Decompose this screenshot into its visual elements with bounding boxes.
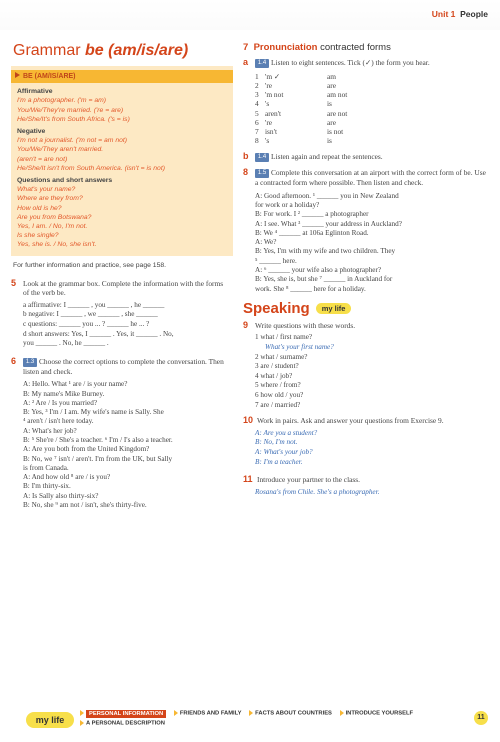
dialogue-line: A: ⁶ ______ your wife also a photographer? xyxy=(255,265,382,274)
example-line: B: I'm a teacher. xyxy=(255,457,303,466)
pronunciation-table xyxy=(255,72,489,146)
questions-label: Questions and short answers xyxy=(17,177,113,185)
exercise-7-title: 7 Pronunciation contracted forms xyxy=(243,42,391,53)
dialogue-line: B: No, she ⁹ am not / isn't, she's thirty-five. xyxy=(23,501,147,510)
part-label: a xyxy=(243,57,249,67)
triangle-icon xyxy=(249,710,253,716)
exercise-number: 11 xyxy=(243,474,253,485)
negative-label: Negative xyxy=(17,128,46,136)
grammar-example: You/We/They aren't married. xyxy=(17,146,104,154)
dialogue-line: A: Are you both from the United Kingdom? xyxy=(23,445,150,454)
top-band xyxy=(0,0,500,30)
grammar-example: Yes, I am. / No, I'm not. xyxy=(17,223,88,231)
exercise-instruction: Work in pairs. Ask and answer your questions from Exercise 9. xyxy=(257,416,444,426)
exercise-9-items xyxy=(255,333,489,410)
my-life-logo: my life xyxy=(26,712,74,728)
part-label: b xyxy=(243,151,249,162)
exercise-item: d short answers: Yes, I ______ . Yes, it ______ . No, xyxy=(23,329,174,338)
table-row: 1 'm ✓ am xyxy=(255,71,337,81)
triangle-icon xyxy=(80,710,84,716)
dialogue-line: B: Yes, she is, but she ⁷ ______ in Auckland for xyxy=(255,275,393,284)
dialogue-line: A: Is Sally also thirty-six? xyxy=(23,491,99,500)
table-row: 2 're are xyxy=(255,81,337,90)
exercise-9 xyxy=(243,321,489,410)
table-row: 8 's is xyxy=(255,136,332,146)
footer-topic: FACTS ABOUT COUNTRIES xyxy=(249,710,332,717)
left-column xyxy=(11,42,233,510)
exercise-8 xyxy=(243,168,489,294)
speaking-title: Speaking xyxy=(243,299,310,317)
grammar-example: He/She/It isn't from South America. (isn't = is not) xyxy=(17,164,165,172)
grammar-reference-note: For further information and practice, see page 158. xyxy=(13,261,167,269)
grammar-example: I'm a photographer. ('m = am) xyxy=(17,97,107,105)
exercise-10-examples xyxy=(255,429,489,467)
dialogue-line: A: And how old ⁸ are / is you? xyxy=(23,473,111,482)
speaking-heading xyxy=(243,300,489,317)
example-answer: Rosana's from Chile. She's a photographer. xyxy=(255,487,380,496)
exercise-instruction: Choose the correct options to complete the conversation. Then listen and check. xyxy=(23,356,224,376)
unit-header xyxy=(432,9,488,19)
grammar-example: I'm not a journalist. ('m not = am not) xyxy=(17,137,128,145)
grammar-example: Where are they from? xyxy=(17,195,83,203)
table-row: 4 's is xyxy=(255,99,332,109)
exercise-10 xyxy=(243,416,489,467)
footer-topic: FRIENDS AND FAMILY xyxy=(174,710,242,717)
exercise-item: 6 how old / you? xyxy=(255,391,304,400)
grammar-example: Are you from Botswana? xyxy=(17,213,92,221)
my-life-badge: my life xyxy=(316,303,352,314)
dialogue-line: B: ⁵ She're / She's a teacher. ⁶ I'm / I's also a teacher. xyxy=(23,435,173,444)
audio-track-icon[interactable]: 1.4 xyxy=(255,59,269,68)
dialogue-line: A: Hello. What ¹ are / is your name? xyxy=(23,380,128,389)
footer xyxy=(0,700,500,742)
exercise-item: 2 what / surname? xyxy=(255,352,308,361)
exercise-item: a affirmative: I ______ , you ______ , he ______ xyxy=(23,300,165,309)
unit-number: Unit 1 xyxy=(431,9,456,19)
dialogue-line: ⁴ aren't / isn't here today. xyxy=(23,417,94,426)
right-column xyxy=(243,42,489,497)
dialogue-line: B: For work. I ² ______ a photographer xyxy=(255,210,369,219)
dialogue-line: B: I'm thirty-six. xyxy=(23,482,71,491)
unit-title: People xyxy=(460,9,488,19)
triangle-icon xyxy=(15,72,20,78)
audio-track-icon[interactable]: 1.5 xyxy=(255,169,269,178)
exercise-instruction: Listen to eight sentences. Tick (✓) the form you hear. xyxy=(271,58,430,67)
exercise-7b xyxy=(243,152,489,162)
example-answer: What's your first name? xyxy=(265,343,334,352)
audio-track-icon[interactable]: 1.4 xyxy=(255,153,269,162)
dialogue-line: B: Yes, ³ I'm / I am. My wife's name is Sally. She xyxy=(23,408,164,417)
exercise-number: 9 xyxy=(243,319,249,330)
exercise-instruction: Write questions with these words. xyxy=(255,320,356,330)
exercise-item: c questions: ______ you ... ? ______ he ... ? xyxy=(23,320,150,329)
exercise-instruction: Complete this conversation at an airport with the correct form of be. Use a contracted form where possible. Then listen and check. xyxy=(255,168,486,188)
grammar-example: He/She/It's from South Africa. ('s = is) xyxy=(17,115,130,123)
grammar-box xyxy=(11,66,233,256)
triangle-icon xyxy=(80,720,84,726)
dialogue-line: B: We ⁴ ______ at 106a Eglinton Road. xyxy=(255,228,369,237)
example-line: A: Are you a student? xyxy=(255,428,318,437)
table-row: 6 're are xyxy=(255,117,337,127)
footer-topics xyxy=(80,710,460,729)
page-number: 11 xyxy=(474,711,488,725)
grammar-example: (aren't = are not) xyxy=(17,155,68,163)
exercise-8-dialogue xyxy=(255,192,489,294)
exercise-number: 5 xyxy=(11,277,17,288)
footer-topic: A PERSONAL DESCRIPTION xyxy=(80,720,165,727)
grammar-example: How old is he? xyxy=(17,204,62,212)
table-row: 7 isn't is not xyxy=(255,127,344,137)
table-row: 3 'm not am not xyxy=(255,90,348,100)
exercise-number: 8 xyxy=(243,167,249,178)
exercise-item: 7 are / married? xyxy=(255,400,301,409)
dialogue-line: A: What's her job? xyxy=(23,426,77,435)
grammar-example: What's your name? xyxy=(17,186,76,194)
exercise-7a xyxy=(243,58,489,145)
exercise-item: you ______ . No, he ______ . xyxy=(23,339,109,348)
dialogue-line: B: My name's Mike Burney. xyxy=(23,389,105,398)
exercise-instruction: Introduce your partner to the class. xyxy=(257,475,361,485)
exercise-5 xyxy=(11,279,233,349)
affirmative-label: Affirmative xyxy=(17,88,53,96)
exercise-item: b negative: I ______ , we ______ , she ______ xyxy=(23,310,158,319)
triangle-icon xyxy=(174,710,178,716)
example-line: A: What's your job? xyxy=(255,448,313,456)
exercise-5-items xyxy=(23,301,233,349)
grammar-title: Grammar be (am/is/are) xyxy=(13,42,189,59)
dialogue-line: A: ² Are / Is you married? xyxy=(23,398,98,407)
exercise-number: 6 xyxy=(11,355,17,366)
dialogue-line: A: We? xyxy=(255,238,277,247)
dialogue-line: A: Good afternoon. ¹ ______ you in New Zealand xyxy=(255,191,399,200)
dialogue-line: B: Yes, I'm with my wife and two children. They xyxy=(255,247,396,256)
dialogue-line: for work or a holiday? xyxy=(255,200,320,209)
exercise-instruction: Look at the grammar box. Complete the information with the forms of the verb be. xyxy=(23,278,224,298)
exercise-11 xyxy=(243,475,489,497)
exercise-item: 5 where / from? xyxy=(255,381,301,390)
grammar-box-header: BE (AM/IS/ARE) xyxy=(11,70,233,83)
footer-topic: INTRODUCE YOURSELF xyxy=(340,710,414,717)
dialogue-line: is from Canada. xyxy=(23,463,69,472)
triangle-icon xyxy=(340,710,344,716)
dialogue-line: B: No, we ⁷ isn't / aren't. I'm from the UK, but Sally xyxy=(23,454,173,463)
exercise-number: 10 xyxy=(243,415,254,426)
example-line: B: No, I'm not. xyxy=(255,438,298,447)
dialogue-line: A: I see. What ³ ______ your address in Auckland? xyxy=(255,219,402,228)
grammar-example: Is she single? xyxy=(17,232,59,240)
exercise-instruction: Listen again and repeat the sentences. xyxy=(271,152,383,162)
dialogue-line: ⁵ ______ here. xyxy=(255,256,297,265)
exercise-6-dialogue xyxy=(23,380,233,510)
audio-track-icon[interactable]: 1.3 xyxy=(23,358,37,367)
exercise-6 xyxy=(11,357,233,511)
dialogue-line: work. She ⁸ ______ here for a holiday. xyxy=(255,284,366,293)
grammar-example: Yes, she is. / No, she isn't. xyxy=(17,241,97,249)
grammar-example: You/We/They're married. ('re = are) xyxy=(17,106,124,114)
exercise-item: 3 are / student? xyxy=(255,362,299,371)
footer-topic: PERSONAL INFORMATION xyxy=(80,710,166,717)
exercise-item: 4 what / job? xyxy=(255,371,293,380)
exercise-item: 1 what / first name? xyxy=(255,333,313,342)
table-row: 5 aren't are not xyxy=(255,108,348,118)
